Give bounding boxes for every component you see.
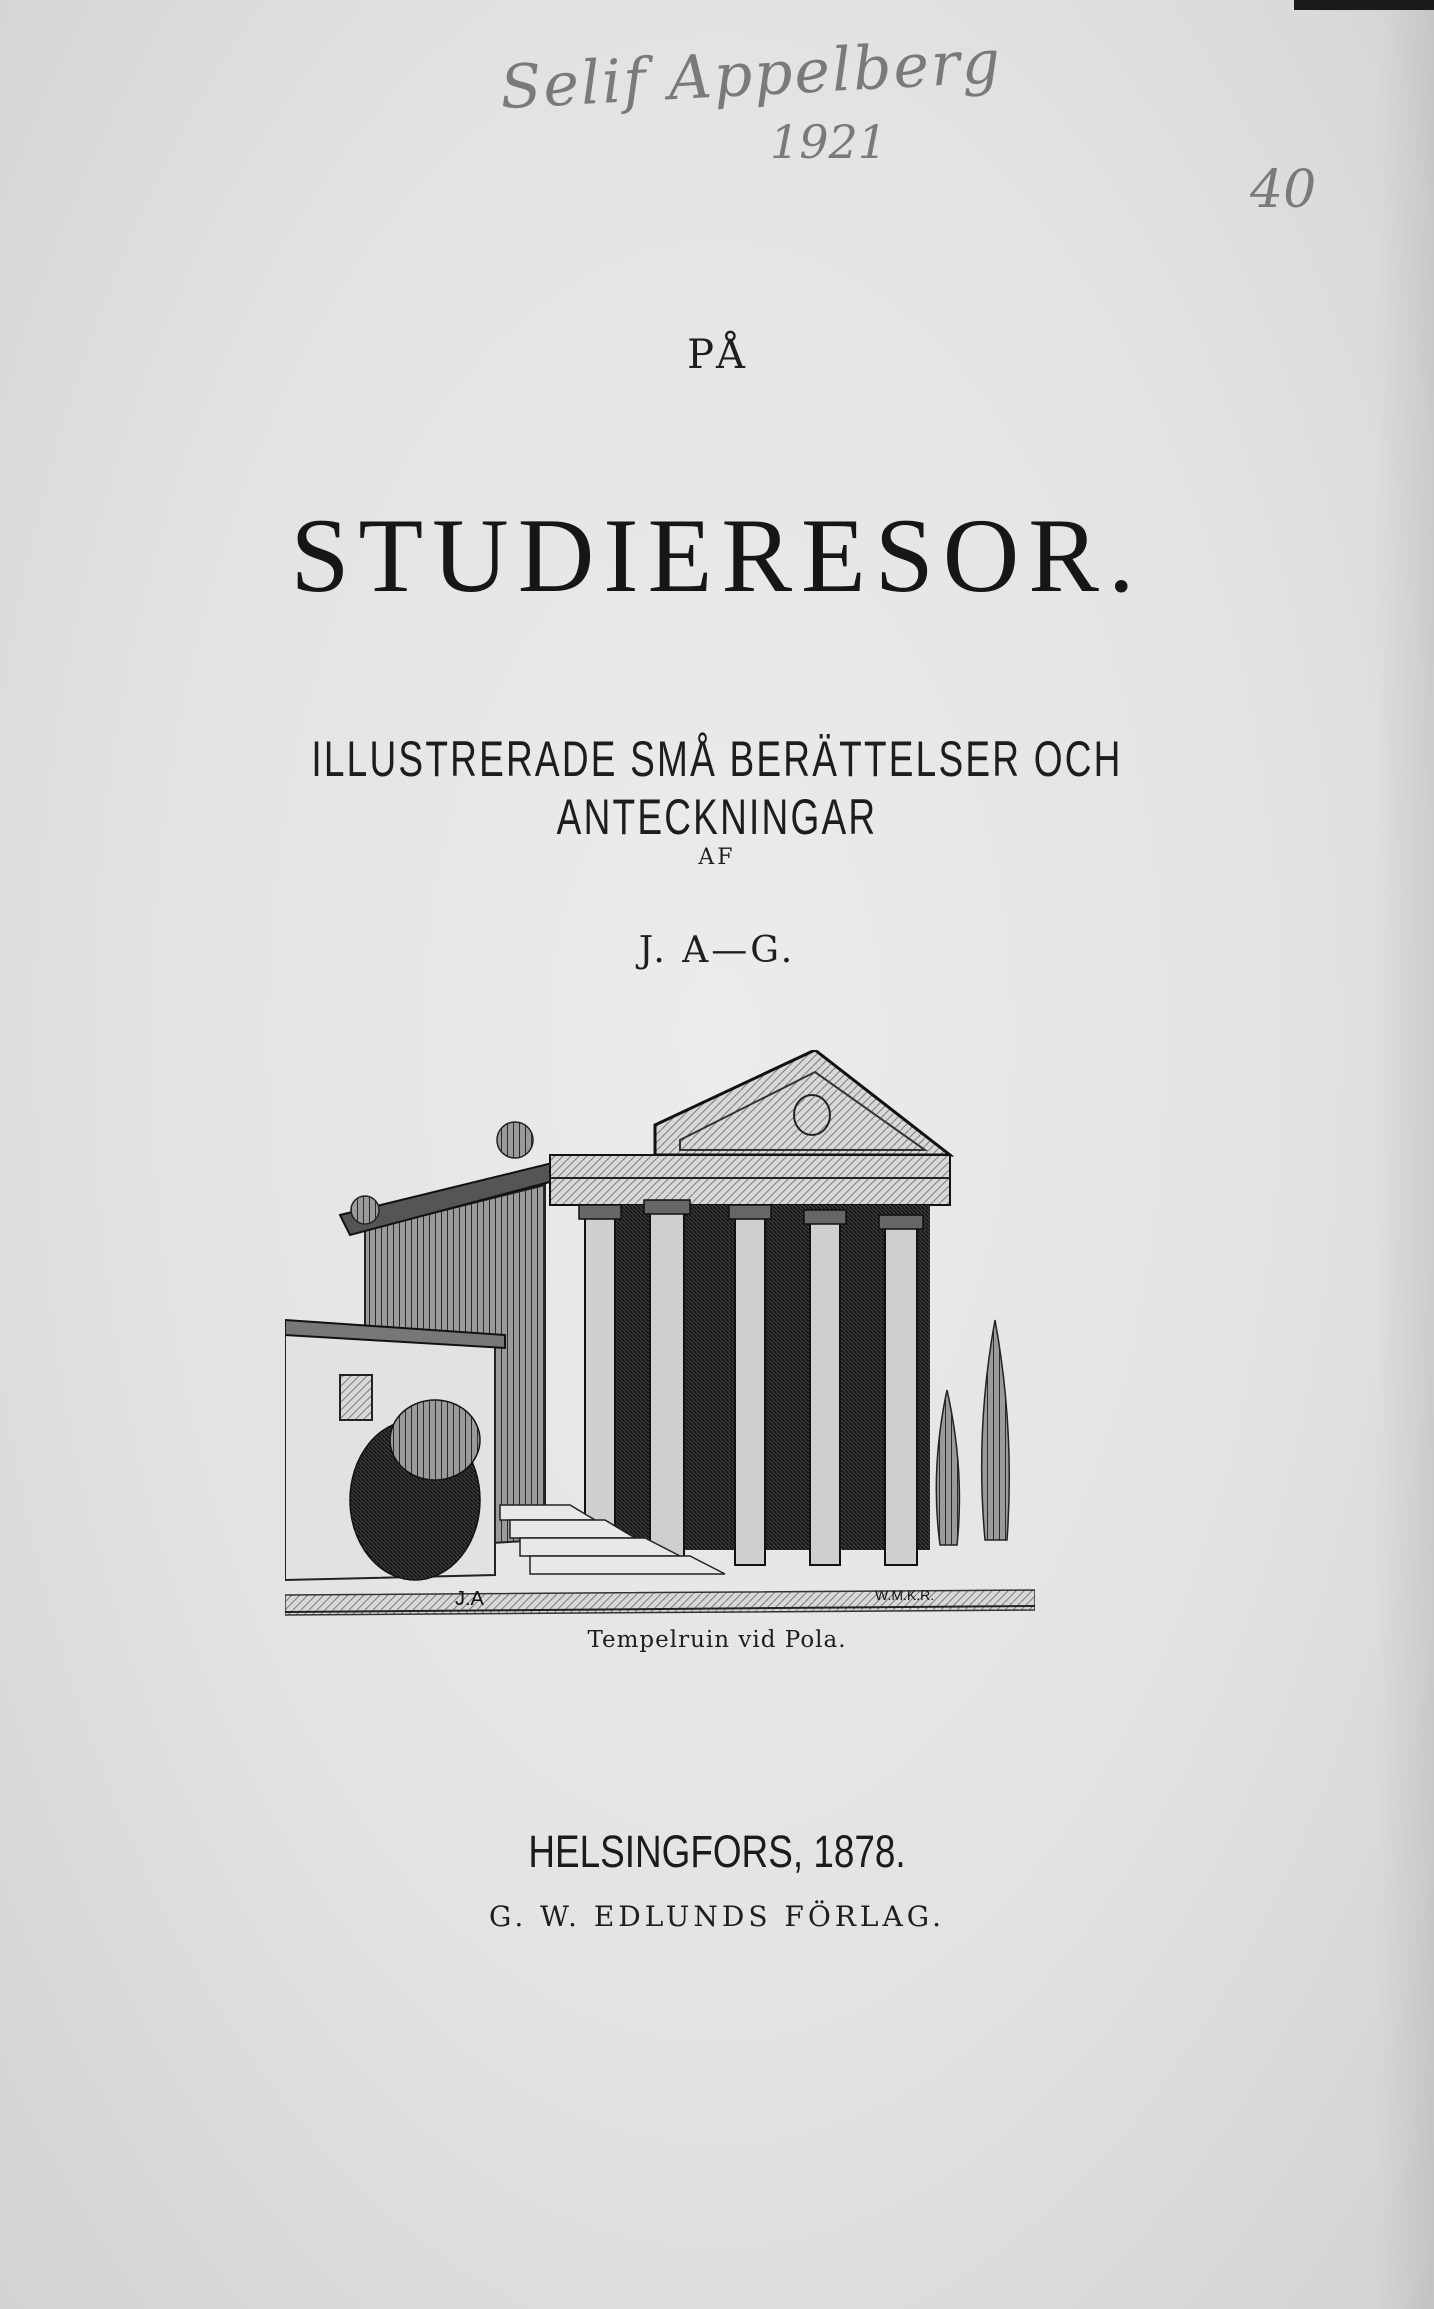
imprint-city-year: HELSINGFORS, 1878. (528, 1826, 906, 1877)
pre-title: PÅ (687, 332, 747, 378)
engraver-signature-right: W.M.K.R. (875, 1587, 935, 1603)
imprint-publisher: G. W. EDLUNDS FÖRLAG. (489, 1900, 945, 1933)
book-title: STUDIERESOR. (290, 497, 1144, 614)
by-label: AF (698, 845, 736, 870)
author-initials: J. A—G. (638, 930, 796, 971)
illustration-caption: Tempelruin vid Pola. (587, 1627, 847, 1653)
scan-corner (1294, 0, 1434, 10)
handwritten-signature: Selif Appelberg (498, 26, 1004, 124)
handwritten-year: 1921 (770, 115, 888, 169)
engraver-signature-left: J.A (455, 1588, 484, 1610)
book-subtitle: ILLUSTRERADE SMÅ BERÄTTELSER OCH ANTECKNINGAR (311, 731, 1123, 845)
temple-ruin-engraving (285, 1050, 1035, 1630)
handwritten-price: 40 (1250, 160, 1317, 220)
